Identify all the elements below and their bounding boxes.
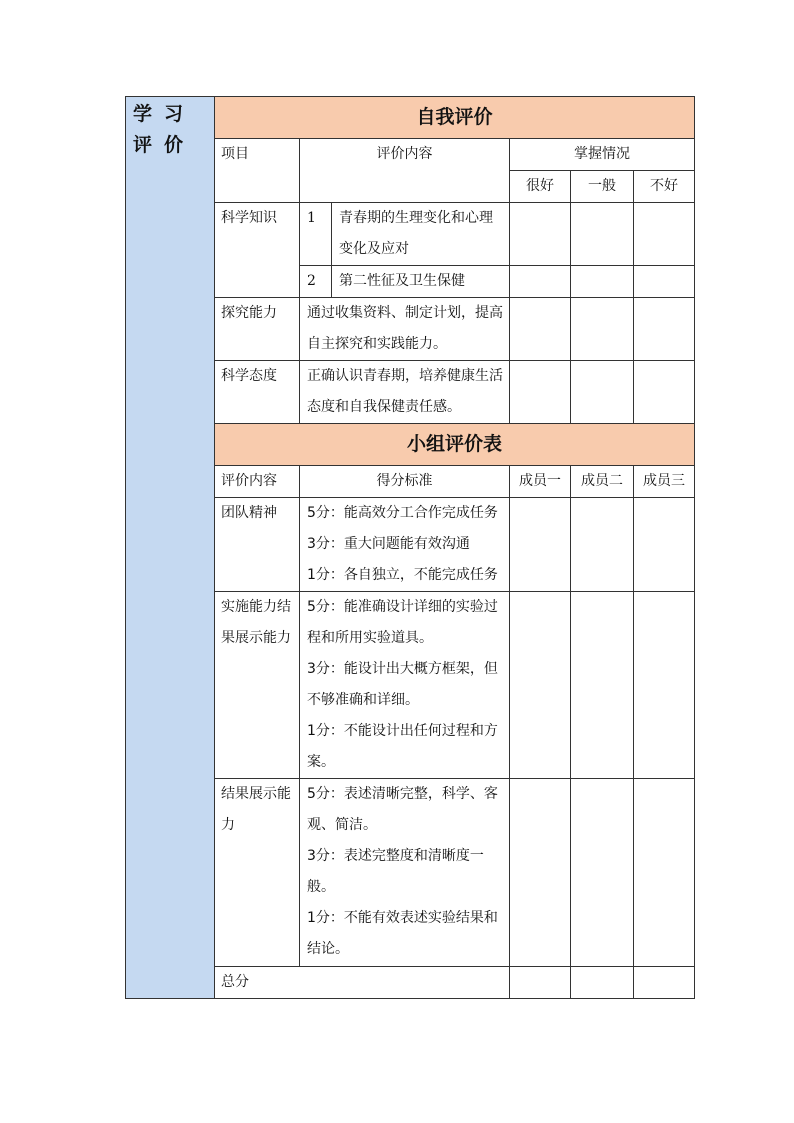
score-cell[interactable] [571, 592, 634, 779]
self-sub-num: 2 [300, 266, 332, 298]
rating-cell[interactable] [634, 298, 695, 361]
score-cell[interactable] [571, 498, 634, 592]
score-cell[interactable] [571, 779, 634, 967]
rating-cell[interactable] [634, 203, 695, 266]
group-row-criteria [300, 498, 510, 592]
criterion: 1分：不能设计出任何过程和方案。 [307, 723, 498, 770]
total-cell[interactable] [510, 967, 571, 999]
score-cell[interactable] [510, 592, 571, 779]
self-row-item: 探究能力 [215, 298, 300, 361]
score-cell[interactable] [634, 498, 695, 592]
evaluation-table [125, 96, 695, 999]
group-eval-title: 小组评价表 [215, 424, 695, 466]
criterion: 3分：重大问题能有效沟通 [307, 536, 470, 552]
col-content-header: 评价内容 [215, 466, 300, 498]
rating-cell[interactable] [510, 266, 571, 298]
rating-cell[interactable] [634, 361, 695, 424]
rating-cell[interactable] [571, 298, 634, 361]
col-content-header: 评价内容 [300, 139, 510, 203]
score-cell[interactable] [510, 779, 571, 967]
criterion: 3分：能设计出大概方框架，但不够准确和详细。 [307, 661, 498, 708]
rating-cell[interactable] [571, 266, 634, 298]
group-row-item: 结果展示能力 [215, 779, 300, 967]
score-cell[interactable] [510, 498, 571, 592]
level-header: 一般 [571, 171, 634, 203]
criterion: 1分：各自独立，不能完成任务 [307, 567, 498, 583]
self-eval-title: 自我评价 [215, 97, 695, 139]
self-row-item: 科学态度 [215, 361, 300, 424]
self-sub-num: 1 [300, 203, 332, 266]
rating-cell[interactable] [571, 361, 634, 424]
group-row-criteria [300, 592, 510, 779]
group-row-criteria [300, 779, 510, 967]
rating-cell[interactable] [634, 266, 695, 298]
self-sub-text: 第二性征及卫生保健 [332, 266, 510, 298]
total-cell[interactable] [571, 967, 634, 999]
side-label: 学习评价 [126, 97, 215, 999]
col-mastery-header: 掌握情况 [510, 139, 695, 171]
rating-cell[interactable] [571, 203, 634, 266]
member-header: 成员二 [571, 466, 634, 498]
score-cell[interactable] [634, 592, 695, 779]
col-standard-header: 得分标准 [300, 466, 510, 498]
level-header: 很好 [510, 171, 571, 203]
criterion: 5分：表述清晰完整，科学、客观、简洁。 [307, 786, 498, 833]
member-header: 成员一 [510, 466, 571, 498]
criterion: 5分：能高效分工合作完成任务 [307, 505, 498, 521]
level-header: 不好 [634, 171, 695, 203]
group-row-item: 团队精神 [215, 498, 300, 592]
criterion: 3分：表述完整度和清晰度一般。 [307, 848, 484, 895]
rating-cell[interactable] [510, 203, 571, 266]
col-item-header: 项目 [215, 139, 300, 203]
total-label: 总分 [215, 967, 510, 999]
self-sub-text: 青春期的生理变化和心理变化及应对 [332, 203, 510, 266]
group-row-item: 实施能力结果展示能力 [215, 592, 300, 779]
self-row-text: 正确认识青春期，培养健康生活态度和自我保健责任感。 [300, 361, 510, 424]
rating-cell[interactable] [510, 298, 571, 361]
member-header: 成员三 [634, 466, 695, 498]
criterion: 5分：能准确设计详细的实验过程和所用实验道具。 [307, 599, 498, 646]
self-row-text: 通过收集资料、制定计划，提高自主探究和实践能力。 [300, 298, 510, 361]
self-row-item: 科学知识 [215, 203, 300, 298]
total-cell[interactable] [634, 967, 695, 999]
rating-cell[interactable] [510, 361, 571, 424]
criterion: 1分：不能有效表述实验结果和结论。 [307, 910, 498, 957]
score-cell[interactable] [634, 779, 695, 967]
